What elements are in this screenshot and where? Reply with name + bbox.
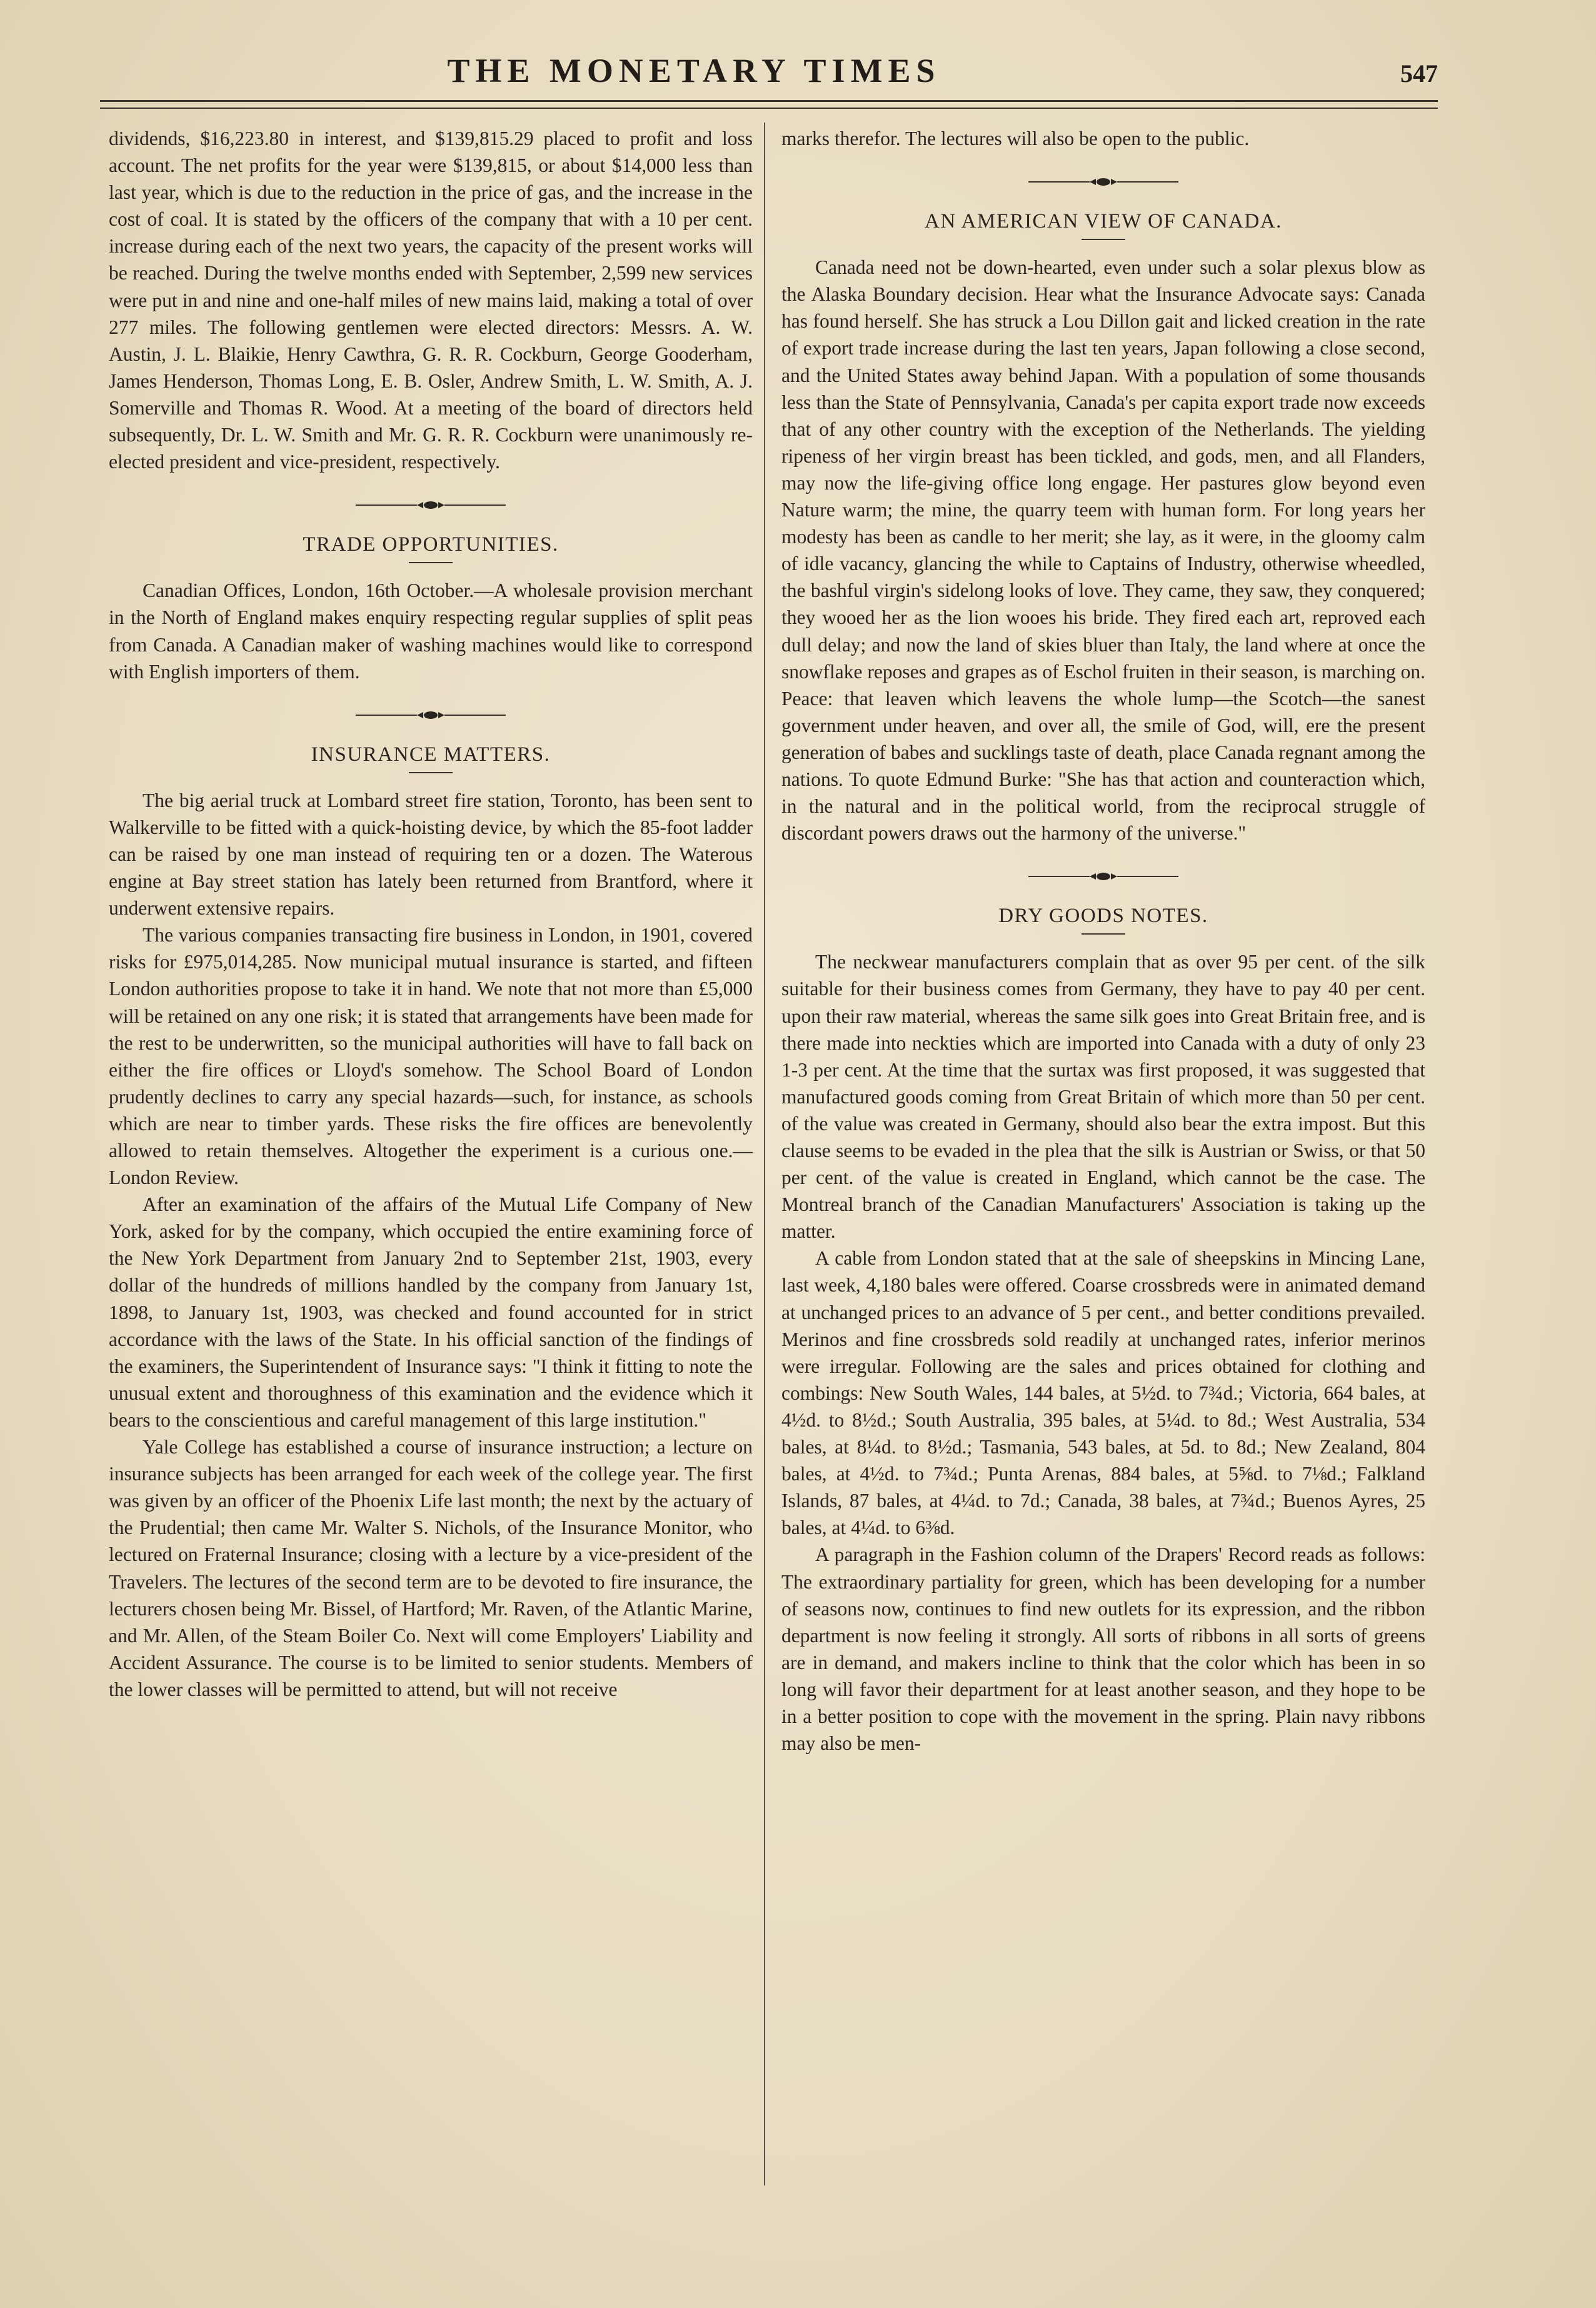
section-ornament: [109, 491, 753, 519]
masthead-title: THE MONETARY TIMES: [447, 52, 941, 89]
heading-rule: [1082, 933, 1125, 935]
gas-company-paragraph: dividends, $16,223.80 in interest, and $139,815.29 placed to profit and loss account. The net profits for the year were $139,815, or about $14,000 less than last year, which is due to the reduction in the price of gas, and the increase in the cost of coal. It is stated by the officers of the company that with a 10 per cent. increase during each of the next two years, the capacity of the present works will be reached. During the twelve months ended with September, 2,599 new services were put in and nine and one-half miles of new mains laid, making a total of over 277 miles. The following gentlemen were elected directors: Messrs. A. W. Austin, J. L. Blaikie, Henry Cawthra, G. R. R. Cockburn, George Gooderham, James Henderson, Thomas Long, E. B. Osler, Andrew Smith, L. W. Smith, A. J. Somerville and Thomas R. Wood. At a meeting of the board of directors held subsequently, Dr. L. W. Smith and Mr. G. R. R. Cockburn were unanimously re-elected president and vice-president, respectively.: [109, 128, 753, 473]
dry-goods-paragraph-2: A cable from London stated that at the sale of sheepskins in Mincing Lane, last week, 4,180 bales were offered. Coarse crossbreds were in animated demand at unchanged prices to an advance of 5 per cent., and better conditions prevailed. Merinos and fine crossbreds sold readily at unchanged rates, inferior merinos were irregular. Following are the sales and prices obtained for clothing and combings: New South Wales, 144 bales, at 5½d. to 7¾d.; Victoria, 664 bales, at 4½d. to 8½d.; South Australia, 395 bales, at 5¼d. to 8d.; West Australia, 534 bales, at 8¼d. to 8½d.; Tasmania, 543 bales, at 5d. to 8d.; New Zealand, 804 bales, at 4½d. to 7¾d.; Punta Arenas, 884 bales, at 5⅝d. to 7⅛d.; Falkland Islands, 87 bales, at 4¼d. to 7d.; Canada, 38 bales, at 7¾d.; Buenos Ayres, 25 bales, at 4¼d. to 6⅜d.: [781, 1247, 1425, 1539]
american-view-heading: AN AMERICAN VIEW OF CANADA.: [925, 210, 1282, 233]
insurance-paragraph-2: The various companies transacting fire business in London, in 1901, covered risks for £975,014,285. Now municipal mutual insurance is started, and fifteen London authorities propose to take it in hand. We note that not more than £5,000 will be retained on any one risk; it is stated that arrangements have been made for the rest to be underwritten, so the municipal authorities will have to fall back on either the fire offices or Lloyd's somehow. The School Board of London prudently declines to carry any special hazards—such, for instance, as schools which are near to timber yards. These risks the fire offices are benevolently allowed to retain themselves. Altogether the experiment is a curious one.—London Review.: [109, 924, 753, 1189]
left-column: [109, 125, 753, 1703]
section-ornament: [781, 168, 1425, 196]
section-ornament: [781, 863, 1425, 890]
heading-rule: [409, 562, 453, 563]
insurance-matters-heading: INSURANCE MATTERS.: [311, 743, 551, 766]
masthead-rule-bottom: [100, 108, 1438, 109]
lectures-continuation: marks therefor. The lectures will also be open to the public.: [781, 128, 1250, 149]
trade-paragraph: Canadian Offices, London, 16th October.—A wholesale provision merchant in the North of England makes enquiry respecting regular supplies of split peas from Canada. A Canadian maker of washing machines would like to correspond with English importers of them.: [109, 580, 753, 683]
masthead: [100, 51, 1438, 95]
column-divider: [764, 123, 765, 2185]
page-number: 547: [1400, 59, 1438, 88]
insurance-paragraph-4: Yale College has established a course of insurance instruction; a lecture on insurance subjects has been arranged for each week of the college year. The first was given by an officer of the Phoenix Life last month; the next by the actuary of the Prudential; then came Mr. Walter S. Nichols, of the Insurance Monitor, who lectured on Fraternal Insurance; closing with a lecture by a vice-president of the Travelers. The lectures of the second term are to be devoted to fire insurance, the lecturers chosen being Mr. Bissel, of Hartford; Mr. Raven, of the Atlantic Marine, and Mr. Allen, of the Steam Boiler Co. Next will come Employers' Liability and Accident Assurance. The course is to be limited to senior students. Members of the lower classes will be permitted to attend, but will not receive: [109, 1436, 753, 1700]
canada-paragraph: Canada need not be down-hearted, even under such a solar plexus blow as the Alaska Boundary decision. Hear what the Insurance Advocate says: Canada has found herself. She has struck a Lou Dillon gait and licked creation in the rate of export trade increase during the last ten years, Japan following a close second, and the United States away behind Japan. With a population of some thousands less than the State of Pennsylvania, Canada's per capita export trade now exceeds that of any other country with the exception of the Netherlands. The yielding ripeness of her virgin breast has been tickled, and gods, men, and all Flanders, may now the life-giving office long engage. Her pastures glow beyond even Nature warm; the mine, the quarry teem with human form. For long years her modesty has been as candle to her merit; she lay, as it were, in the gloomy calm of idle vacancy, glancing the while to Captains of Industry, otherwise wheedled, the bashful virgin's sidelong looks of love. They came, they saw, they conquered; they wooed her as the lion wooes his bride. They fired each art, reproved each dull delay; and now the land of skies bluer than Italy, the land where at once the snowflake reposes and grapes as of Eschol fruiten in their season, is marching on. Peace: that leaven which leavens the whole lump—the Scotch—the sanest government under heaven, and over all, the smile of God, will, ere the present generation of babes and sucklings taste of death, place Canada regnant among the nations. To quote Edmund Burke: "She has that action and counteraction which, in the natural and in the political world, from the reciprocal struggle of discordant powers draws out the harmony of the universe.": [781, 256, 1425, 845]
heading-rule: [409, 772, 453, 773]
masthead-rule-top: [100, 100, 1438, 102]
dry-goods-paragraph-1: The neckwear manufacturers complain that as over 95 per cent. of the silk suitable for their business comes from Germany, they have to pay 40 per cent. upon their raw material, whereas the same silk goes into Great Britain free, and is there made into neckties which are imported into Canada with a duty of only 23 1-3 per cent. At the time that the surtax was first proposed, it was suggested that manufactured goods coming from Great Britain of which more than 50 per cent. of the value was created in Germany, should also bear the extra impost. But this clause seems to be evaded in the plea that the silk is Austrian or Swiss, or that 50 per cent. of the value is created in England, which cannot be the case. The Montreal branch of the Canadian Manufacturers' Association is taking up the matter.: [781, 951, 1425, 1243]
section-ornament: [109, 701, 753, 729]
dry-goods-heading: DRY GOODS NOTES.: [998, 905, 1208, 928]
trade-opportunities-heading: TRADE OPPORTUNITIES.: [303, 533, 559, 556]
insurance-paragraph-3: After an examination of the affairs of the Mutual Life Company of New York, asked for by the company, which occupied the entire examining force of the New York Department from January 2nd to September 21st, 1903, every dollar of the hundreds of millions handled by the company from January 1st, 1898, to January 1st, 1903, was checked and found accounted for in strict accordance with the laws of the State. In his official sanction of the findings of the examiners, the Superintendent of Insurance says: "I think it fitting to note the unusual extent and thoroughness of this examination and the evidence which it bears to the conscientious and careful management of this large institution.": [109, 1193, 753, 1431]
right-column: [781, 125, 1425, 1757]
dry-goods-paragraph-3: A paragraph in the Fashion column of the Drapers' Record reads as follows: The extraordinary partiality for green, which has been developing for a number of seasons now, continues to find new outlets for its expression, and the ribbon department is now feeling it strongly. All sorts of ribbons in all sorts of greens are in demand, and makers incline to think that the color which has been in so long will favor their department for at least another season, and they hope to be in a better position to cope with the movement in the spring. Plain navy ribbons may also be men-: [781, 1543, 1425, 1755]
insurance-paragraph-1: The big aerial truck at Lombard street fire station, Toronto, has been sent to Walkerville to be fitted with a quick-hoisting device, by which the 85-foot ladder can be raised by one man instead of requiring ten or a dozen. The Waterous engine at Bay street station has lately been returned from Brantford, where it underwent extensive repairs.: [109, 789, 753, 920]
heading-rule: [1082, 239, 1125, 240]
